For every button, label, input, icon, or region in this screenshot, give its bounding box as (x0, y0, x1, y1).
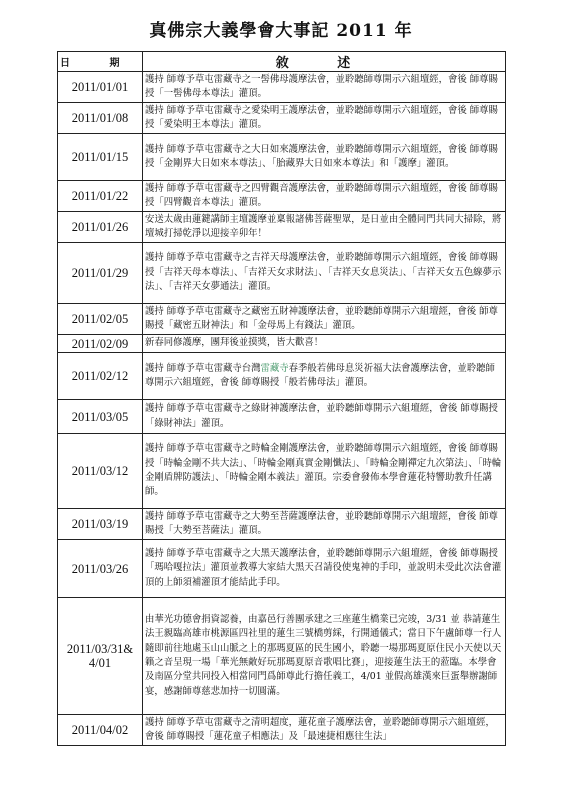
row-date: 2011/03/26 (58, 540, 143, 598)
table-row (58, 434, 506, 509)
page-title: 真佛宗大義學會大事記 2011 年 (149, 21, 413, 41)
table-row (58, 243, 506, 304)
row-date: 2011/03/05 (58, 400, 143, 434)
table-row (58, 212, 506, 243)
table-row (58, 509, 506, 540)
row-date: 2011/01/29 (58, 243, 143, 304)
row-date: 2011/03/31& 4/01 (58, 598, 143, 715)
row-date: 2011/01/08 (58, 103, 143, 134)
description-text: 護持 師尊予草屯雷藏寺台灣 (145, 362, 261, 374)
table-row (58, 335, 506, 353)
row-description: 護持 師尊予草屯雷藏寺之吉祥天母護摩法會，並聆聽師尊開示六組壇經，會後 師尊賜授「吉祥天母本尊法」、「吉祥天女求財法」、「吉祥天女息災法」、「吉祥天女五色線夢示法」、「吉祥天女夢通法」灌頂。 (143, 243, 506, 304)
table-row (58, 540, 506, 598)
table-row (58, 103, 506, 134)
row-date: 2011/01/01 (58, 72, 143, 103)
table-row (58, 598, 506, 715)
table-row (58, 181, 506, 212)
row-date: 2011/01/26 (58, 212, 143, 243)
row-description: 護持 師尊予草屯雷藏寺之藏密五財神護摩法會，並聆聽師尊開示六組壇經，會後 師尊賜授「藏密五財神法」和「金母馬上有錢法」灌頂。 (143, 304, 506, 335)
row-date: 2011/02/05 (58, 304, 143, 335)
row-date: 2011/02/09 (58, 335, 143, 353)
table-row (58, 400, 506, 434)
row-description: 護持 師尊予草屯雷藏寺之清明超度，蓮花童子護摩法會，並聆聽師尊開示六組壇經，會後 師尊賜授「蓮花童子相應法」及「最速捷相應往生法」 (143, 715, 506, 746)
table-row (58, 353, 506, 400)
row-description (143, 353, 506, 400)
table-row (58, 304, 506, 335)
table-row (58, 72, 506, 103)
description-column-header: 敘 述 (143, 52, 506, 72)
row-date: 2011/01/15 (58, 134, 143, 181)
row-description: 護持 師尊予草屯雷藏寺之大日如來護摩法會，並聆聽師尊開示六組壇經，會後 師尊賜授「金剛界大日如來本尊法」、「胎藏界大日如來本尊法」和「護摩」灌頂。 (143, 134, 506, 181)
row-date: 2011/04/02 (58, 715, 143, 746)
row-description: 護持 師尊予草屯雷藏寺之大勢至菩薩護摩法會，並聆聽師尊開示六組壇經，會後 師尊賜授「大勢至菩薩法」灌頂。 (143, 509, 506, 540)
row-date: 2011/03/12 (58, 434, 143, 509)
table-header-row (58, 52, 506, 72)
highlighted-temple-name: 雷藏寺 (260, 362, 289, 374)
row-description: 由華光功德會捐資認養，由嘉邑行善團承建之三座蓮生橋業已完竣，3/31 並 恭請蓮生法王親臨高雄市桃源區四社里的蓮生三號橋剪綵，行開通儀式；當日下午盧師尊一行人隨即前往地處玉山山脈之上的那瑪夏區的民生國小，聆聽一場那瑪夏原住民小天使以天籟之音呈現一場「華光無敵好玩那瑪夏原音歌唱比賽」，迎接蓮生法王的蒞臨。本學會及南區分堂共同投入相當同門爲師尊此行擔任義工，4/01 並假高雄漢來巨蛋舉辦謝師宴，感謝師尊慈悲加持一切圓滿。 (143, 598, 506, 715)
row-description: 護持 師尊予草屯雷藏寺之時輪金剛護摩法會，並聆聽師尊開示六組壇經，會後 師尊賜授「時輪金剛不共大法」、「時輪金剛真實金剛懺法」、「時輪金剛禪定九次第法」、「時輪金剛盾牌防護法」、「時輪金剛本義法」灌頂。宗委會發佈本學會蓮花特響助教升任講師。 (143, 434, 506, 509)
description-text: 春季般若佛母息災祈福大法會護摩法會，並聆聽師尊開示六組壇經，會後 師尊賜授「般若佛母法」灌頂。 (145, 362, 495, 388)
chronicle-table (57, 51, 506, 746)
row-description: 安送太歲由蓮鍵講師主壇護摩並稟報諸佛菩薩聖眾，是日並由全體同門共同大掃除，將壇城打掃乾淨以迎接辛卯年！ (143, 212, 506, 243)
row-description: 護持 師尊予草屯雷藏寺之綠財神護摩法會，並聆聽師尊開示六組壇經，會後 師尊賜授「綠財神法」灌頂。 (143, 400, 506, 434)
table-row (58, 134, 506, 181)
row-date: 2011/02/12 (58, 353, 143, 400)
row-description: 護持 師尊予草屯雷藏寺之大黑天護摩法會，並聆聽師尊開示六組壇經，會後 師尊賜授「瑪哈嘎拉法」灌頂並教導大家結大黑天召請役使鬼神的手印，並說明未受此次法會灌頂的上師須補灌頂才能結此手印。 (143, 540, 506, 598)
row-date: 2011/01/22 (58, 181, 143, 212)
row-description: 新春同修護摩，團拜後並摸獎，皆大歡喜！ (143, 335, 506, 353)
date-column-header: 日 期 (58, 52, 143, 72)
row-description: 護持 師尊予草屯雷藏寺之一髻佛母護摩法會，並聆聽師尊開示六組壇經，會後 師尊賜授「一髻佛母本尊法」灌頂。 (143, 72, 506, 103)
row-description: 護持 師尊予草屯雷藏寺之四臂觀音護摩法會，並聆聽師尊開示六組壇經，會後 師尊賜授「四臂觀音本尊法」灌頂。 (143, 181, 506, 212)
row-date: 2011/03/19 (58, 509, 143, 540)
table-row (58, 715, 506, 746)
row-description: 護持 師尊予草屯雷藏寺之愛染明王護摩法會，並聆聽師尊開示六組壇經，會後 師尊賜授「愛染明王本尊法」灌頂。 (143, 103, 506, 134)
